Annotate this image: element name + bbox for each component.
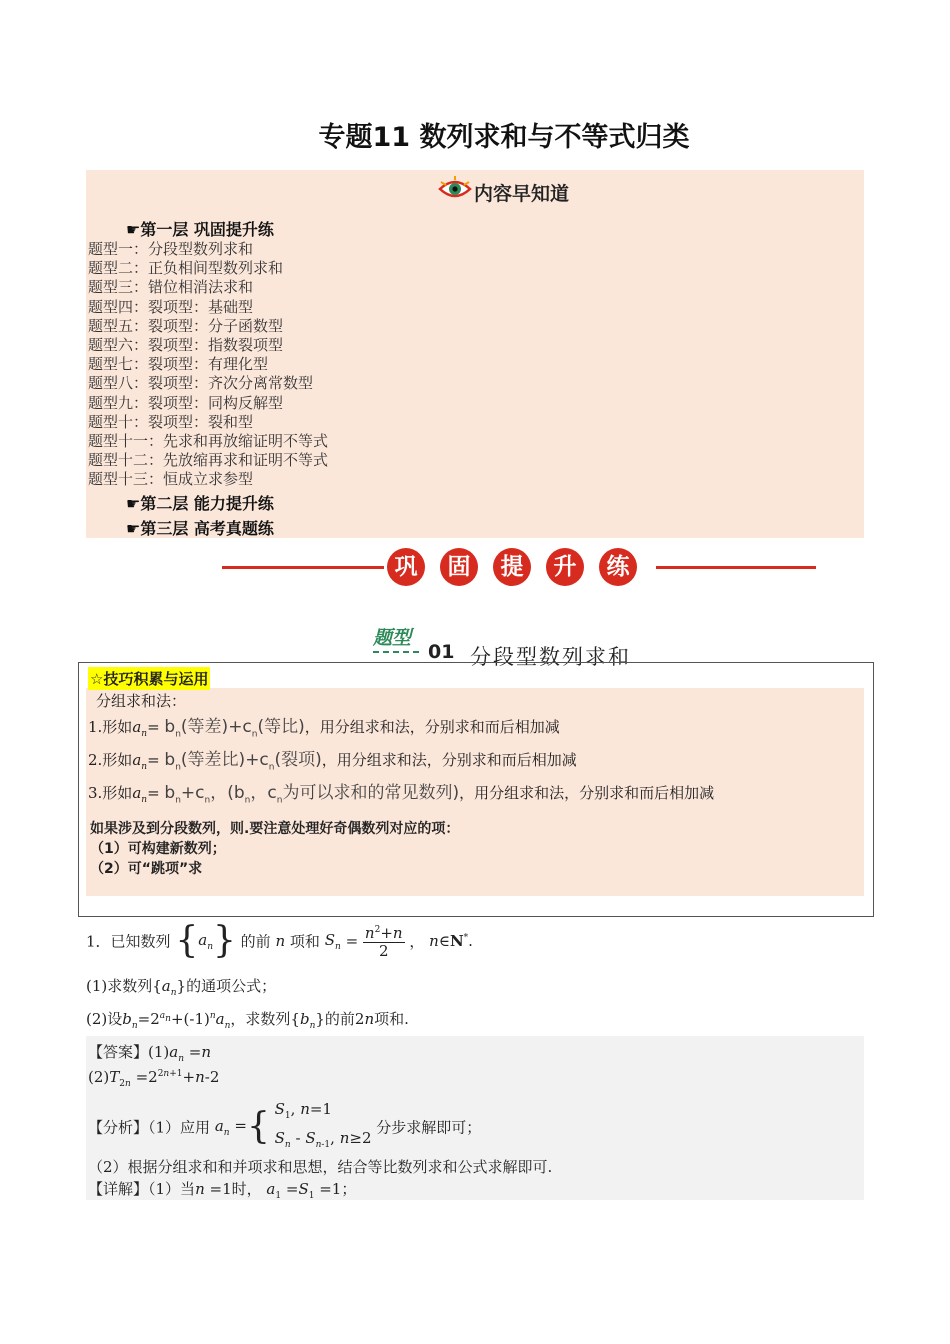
analysis-line-2: （2）根据分组求和和并项求和思想，结合等比数列求和公式求解即可. [88, 1158, 553, 1176]
toc-item[interactable]: 题型二：正负相间型数列求和 [88, 259, 284, 278]
toc-item[interactable]: 题型三：错位相消法求和 [88, 278, 254, 297]
toc-list [88, 240, 328, 490]
skill-tag: ☆技巧积累与运用 [88, 667, 210, 690]
toc-item[interactable]: 题型七：裂项型：有理化型 [88, 355, 269, 374]
type-number: 01 [428, 641, 455, 663]
toc-item[interactable]: 题型九：裂项型：同构反解型 [88, 393, 284, 412]
problem-stem: 1．已知数列 $\{a_n\}$ 的前 n 项和 $S_n$ = $\frac{n^2+n}{2}$ ， n∈N*. [86, 920, 473, 961]
toc-item[interactable]: 题型一：分段型数列求和 [88, 240, 254, 258]
problem-q2: (2)设$b_n=2^{a_n}+(-1)^na_n$，求数列$\{b_n\}$的前2n项和. [86, 1010, 409, 1031]
banner-line-right [656, 566, 816, 569]
overview-heading: 内容早知道 [474, 183, 570, 205]
skill-line-1: 1.形如$a_n= b_n$(等差)$+c_n$(等比)，用分组求和法，分别求和而后相加减 [88, 717, 560, 740]
skill-note-1: 如果涉及到分段数列，则.要注意处理好奇偶数列对应的项： [90, 821, 460, 837]
skill-intro: 分组求和法： [96, 692, 187, 710]
skill-note-3: （2）可“跳项”求 [90, 861, 203, 877]
type-badge: 题型 [373, 627, 412, 649]
answer-line-2: $(2)T_{2n} =2^{2n+1}+n-2$ [88, 1068, 220, 1089]
eye-icon [438, 176, 472, 202]
page-title: 专题11 数列求和与不等式归类 [318, 122, 690, 153]
type-name: 分段型数列求和 [470, 645, 631, 669]
toc-item[interactable]: 题型四：裂项型：基础型 [88, 297, 254, 316]
toc-item[interactable]: 题型十一：先求和再放缩证明不等式 [88, 432, 329, 451]
skill-note-2: （1）可构建新数列； [90, 841, 226, 857]
toc-item[interactable]: 题型六：裂项型：指数裂项型 [88, 336, 284, 355]
skill-line-2: 2.形如$a_n= b_n$(等差比)$+c_n$(裂项)，用分组求和法，分别求和而后相加减 [88, 750, 577, 773]
toc-item[interactable]: 题型八：裂项型：齐次分离常数型 [88, 374, 314, 393]
layer2-link[interactable]: ☛第二层 能力提升练 [126, 494, 274, 513]
banner-char-5: 练 [599, 548, 637, 586]
toc-item[interactable]: 题型五：裂项型：分子函数型 [88, 316, 284, 335]
banner-line-left [222, 566, 384, 569]
banner-char-2: 固 [440, 548, 478, 586]
banner-char-1: 巩 [387, 548, 425, 586]
skill-line-3: 3.形如$a_n= b_n+c_n$，($b_n$，$c_n$为可以求和的常见数列)，用分组求和法，分别求和而后相加减 [88, 783, 715, 806]
toc-item[interactable]: 题型十三：恒成立求参型 [88, 470, 254, 489]
analysis-line-1: 【分析】（1）应用 $a_n$ ={ $S_1$, n=1 $S_n - S_{n-1}$, n≥2 分步求解即可； [88, 1100, 482, 1150]
toc-item[interactable]: 题型十：裂项型：裂和型 [88, 412, 254, 431]
banner-char-3: 提 [493, 548, 531, 586]
layer3-link[interactable]: ☛第三层 高考真题练 [126, 519, 274, 538]
answer-line-1: 【答案】$(1)a_n =n$ [88, 1043, 212, 1064]
banner-char-4: 升 [546, 548, 584, 586]
toc-item[interactable]: 题型十二：先放缩再求和证明不等式 [88, 451, 329, 470]
problem-q1: (1)求数列$\{a_n\}$的通项公式； [86, 977, 277, 998]
type-badge-underline [373, 651, 419, 653]
detail-line-1: 【详解】（1）当n =1时， $a_1 =S_1 =1$； [88, 1180, 357, 1201]
layer1-link[interactable]: ☛第一层 巩固提升练 [126, 220, 274, 239]
